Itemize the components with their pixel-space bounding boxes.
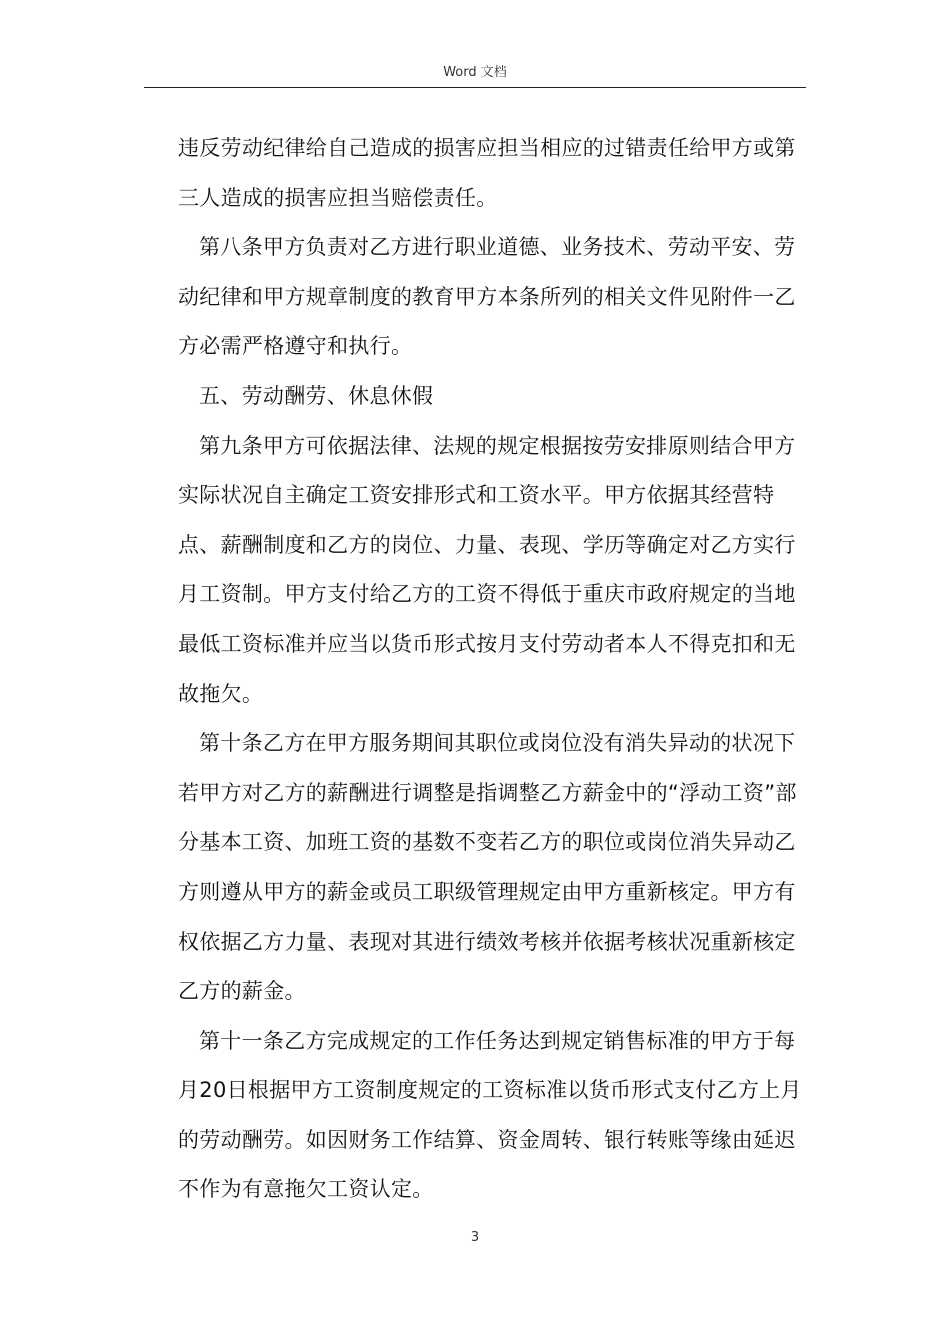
paragraph-continuation: 违反劳动纪律给自己造成的损害应担当相应的过错责任给甲方或第三人造成的损害应担当赔偿责任。: [178, 136, 796, 210]
section-heading-compensation: 五、劳动酬劳、休息休假: [199, 383, 434, 408]
document-body: [178, 124, 808, 1215]
paragraph-article-9: 第九条甲方可依据法律、法规的规定根据按劳安排原则结合甲方实际状况自主确定工资安排形式和工资水平。甲方依据其经营特点、薪酬制度和乙方的岗位、力量、表现、学历等确定对乙方实行月工资制。甲方支付给乙方的工资不得低于重庆市政府规定的当地最低工资标准并应当以货币形式按月支付劳动者本人不得克扣和无故拖欠。: [178, 433, 796, 706]
page-header: Word 文档: [443, 65, 507, 80]
paragraph-article-8: 第八条甲方负责对乙方进行职业道德、业务技术、劳动平安、劳动纪律和甲方规章制度的教育甲方本条所列的相关文件见附件一乙方必需严格遵守和执行。: [178, 235, 796, 359]
page-number: 3: [470, 1230, 480, 1245]
paragraph-article-11: 第十一条乙方完成规定的工作任务达到规定销售标准的甲方于每月20日根据甲方工资制度规定的工资标准以货币形式支付乙方上月的劳动酬劳。如因财务工作结算、资金周转、银行转账等缘由延迟不作为有意拖欠工资认定。: [178, 1028, 802, 1202]
paragraph-article-10: 第十条乙方在甲方服务期间其职位或岗位没有消失异动的状况下若甲方对乙方的薪酬进行调整是指调整乙方薪金中的“浮动工资”部分基本工资、加班工资的基数不变若乙方的职位或岗位消失异动乙方则遵从甲方的薪金或员工职级管理规定由甲方重新核定。甲方有权依据乙方力量、表现对其进行绩效考核并依据考核状况重新核定乙方的薪金。: [178, 731, 797, 1004]
header-divider: [144, 87, 806, 88]
